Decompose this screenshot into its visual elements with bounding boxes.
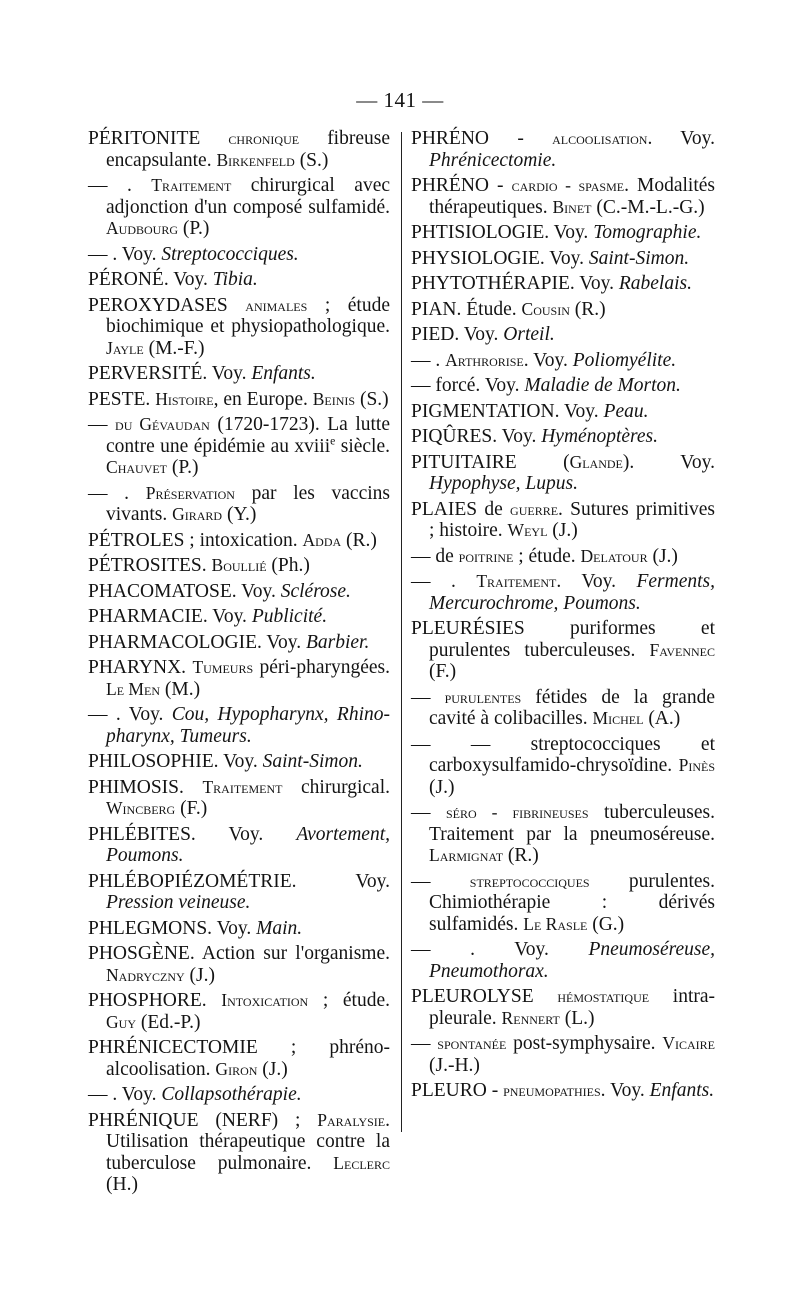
entry-segment: Paralysie [317, 1109, 386, 1130]
index-entry [88, 632, 390, 654]
entry-segment: PHRÉNICECTOMIE ; phréno-alcoolisation. [88, 1037, 390, 1080]
index-column-right [411, 128, 715, 1106]
index-entry [88, 269, 390, 291]
entry-segment: Girard [172, 504, 223, 524]
entry-segment: — . Voy. [411, 939, 589, 960]
entry-segment: . Voy. [523, 349, 573, 371]
entry-segment: intra-pleurale. [429, 986, 716, 1029]
index-entry [411, 1033, 715, 1076]
index-entry [411, 734, 715, 799]
index-entry [411, 299, 715, 321]
entry-segment: péri-pharyngées. [253, 657, 391, 678]
entry-segment: siècle. [335, 435, 390, 457]
index-entry [411, 499, 715, 542]
entry-segment: Préservation [145, 482, 235, 503]
entry-segment: (J.) [257, 1058, 288, 1080]
index-entry [411, 687, 715, 730]
entry-segment: Cou, Hypopharynx, Rhino-pharynx, Tumeurs. [106, 704, 390, 747]
entry-segment: PLEURÉSIES puriformes et purulentes tuberculeuses. [411, 618, 715, 661]
entry-segment: PHRÉNIQUE (NERF) ; [88, 1109, 318, 1131]
entry-segment: Binet [552, 196, 592, 217]
entry-segment: Favennec [649, 639, 715, 660]
entry-segment: Birkenfeld [216, 149, 295, 170]
index-entry [88, 777, 390, 820]
entry-segment: fétides de la grande cavité à colibacilles. [429, 686, 715, 729]
entry-segment: (M.-F.) [143, 337, 205, 359]
entry-segment: Poliomyélite. [572, 349, 677, 371]
entry-segment: (S.) [355, 388, 389, 410]
index-column-left [88, 128, 390, 1200]
entry-segment: tuberculeuses. Traitement par la pneumoséreuse. [429, 802, 715, 845]
entry-segment: (Y.) [222, 504, 257, 525]
entry-segment: (H.) [106, 1174, 138, 1195]
entry-segment: Pneumoséreuse, Pneumothorax. [429, 939, 715, 982]
entry-segment: Orteil. [503, 324, 555, 345]
index-entry [411, 986, 715, 1029]
index-entry [88, 244, 390, 266]
index-entry [88, 581, 390, 603]
entry-segment: Traitement [202, 776, 283, 797]
entry-segment: alcoolisation [552, 128, 648, 148]
entry-segment: Giron [215, 1058, 258, 1079]
entry-segment: fibreuse encapsulante. [106, 128, 390, 171]
entry-segment: PIED. Voy. [411, 324, 504, 345]
entry-segment: ; étude. [513, 545, 581, 567]
entry-segment: Hyménoptères. [541, 426, 658, 447]
index-entry [88, 389, 390, 411]
entry-segment: — . [411, 571, 477, 592]
entry-segment: Streptococciques. [161, 243, 299, 265]
entry-segment: cardio - spasme [511, 175, 625, 195]
entry-segment: (J.) [647, 545, 678, 567]
entry-segment: Larmignat [429, 845, 504, 865]
index-entry [411, 939, 715, 982]
entry-segment: Sclérose. [280, 580, 351, 602]
index-entry [88, 483, 390, 526]
entry-segment: spontanée [437, 1033, 507, 1053]
entry-segment: Ferments, Mercurochrome, Poumons. [429, 571, 716, 614]
entry-segment: (Ed.-P.) [136, 1011, 201, 1033]
entry-segment: pneumopathies [503, 1080, 601, 1100]
entry-segment: PIGMENTATION. Voy. [411, 400, 604, 422]
entry-segment: (J.) [429, 776, 455, 798]
entry-segment: PHIMOSIS. [88, 776, 203, 798]
entry-segment: Michel [592, 708, 644, 728]
entry-segment: Tumeurs [192, 657, 254, 677]
index-entry [411, 871, 715, 936]
entry-segment: PHLÉBOPIÉZOMÉTRIE. Voy. [88, 870, 390, 892]
index-entry [411, 426, 715, 448]
index-entry [411, 1080, 715, 1102]
entry-segment: Traitement [151, 175, 232, 195]
entry-segment: (1720-1723). La lutte contre une épidémie au xviii [106, 414, 390, 457]
entry-segment: hémostatique [557, 986, 650, 1006]
entry-segment: chronique [228, 128, 300, 148]
index-entry [88, 363, 390, 385]
entry-segment: post-symphysaire. [506, 1033, 663, 1054]
entry-segment: PHRÉNO - [411, 128, 553, 149]
entry-segment: Cousin [521, 298, 570, 319]
entry-segment: PITUITAIRE ( [411, 451, 570, 473]
entry-segment: (F.) [175, 798, 208, 819]
entry-segment: PHYTOTHÉRAPIE. Voy. [411, 273, 619, 294]
entry-segment: PIAN. Étude. [411, 298, 522, 320]
entry-segment: Rabelais. [618, 273, 692, 294]
entry-segment: streptococciques [469, 870, 590, 891]
index-entry [88, 751, 390, 773]
entry-segment: Arthrorise [445, 349, 524, 370]
entry-segment: Vicaire [662, 1033, 715, 1053]
entry-segment: Tibia. [212, 269, 258, 290]
entry-segment: — [88, 414, 116, 435]
index-entry [411, 546, 715, 568]
index-entry [88, 1037, 390, 1080]
entry-segment: animales [245, 294, 308, 315]
entry-segment: purulentes [444, 686, 522, 707]
entry-segment: Saint-Simon. [588, 247, 690, 269]
entry-segment: PÉTROSITES. [88, 555, 212, 576]
entry-segment: Adda [302, 529, 342, 550]
entry-segment: (M.) [160, 678, 201, 700]
entry-segment: Histoire [155, 388, 214, 409]
entry-segment: (R.) [341, 529, 377, 551]
entry-segment: Wincberg [106, 798, 176, 818]
entry-segment: PESTE. [88, 388, 156, 410]
entry-segment: Beinis [312, 388, 356, 409]
entry-segment: . Utilisation thérapeutique contre la tuberculose pulmonaire. [106, 1109, 390, 1174]
entry-segment: Enfants. [251, 363, 316, 384]
entry-segment: — . Voy. [88, 1084, 162, 1105]
entry-segment: PHLEGMONS. Voy. [88, 917, 257, 939]
entry-segment: Nadryczny [106, 964, 185, 985]
entry-segment: (S.) [294, 149, 329, 171]
entry-segment: PHILOSOPHIE. Voy. [88, 751, 263, 772]
entry-segment: Audbourg [106, 218, 178, 238]
entry-segment: (J.) [547, 520, 578, 541]
entry-segment: PHLÉBITES. Voy. [88, 823, 297, 845]
entry-segment: PLAIES de [411, 498, 511, 520]
entry-segment: (P.) [178, 218, 210, 239]
index-entry [411, 350, 715, 372]
entry-segment: — . [88, 175, 152, 196]
entry-segment: ; étude. [308, 990, 390, 1011]
entry-segment: . Voy. [600, 1080, 650, 1101]
entry-segment: ). Voy. [622, 451, 715, 473]
entry-segment: — [411, 802, 446, 823]
index-entry [411, 401, 715, 423]
entry-segment: PHARMACOLOGIE. Voy. [88, 631, 306, 653]
entry-segment: , en Europe. [213, 388, 313, 410]
entry-segment: Saint-Simon. [262, 751, 363, 772]
index-entry [88, 990, 390, 1033]
index-entry [88, 555, 390, 577]
entry-segment: PHRÉNO - [411, 175, 512, 196]
entry-segment: Tomographie. [593, 222, 702, 243]
entry-segment: ; étude biochimique et physiopathologique. [106, 294, 390, 337]
entry-segment: e [330, 434, 336, 447]
entry-segment: — [411, 686, 445, 708]
index-entry [88, 414, 390, 479]
index-entry [411, 273, 715, 295]
entry-segment: Peau. [603, 400, 649, 422]
page-number: — 141 — [356, 88, 444, 112]
entry-segment: purulentes. Chimiothérapie : dérivés sulfamidés. [429, 870, 716, 935]
entry-segment: — — streptococciques et carboxysulfamido-chrysoïdine. [411, 733, 715, 776]
entry-segment: Traitement [476, 571, 557, 591]
index-entry [411, 128, 715, 171]
entry-segment: Glande [569, 451, 623, 472]
entry-segment: (R.) [569, 298, 606, 320]
index-entry [411, 571, 715, 614]
entry-segment: Enfants. [649, 1080, 715, 1101]
entry-segment: (F.) [429, 661, 457, 682]
entry-segment: . Modalités thérapeutiques. [429, 175, 715, 218]
index-entry [88, 871, 390, 914]
entry-segment: PLEUROLYSE [411, 986, 558, 1007]
index-entry [411, 222, 715, 244]
entry-segment: Main. [256, 917, 303, 939]
entry-segment: Publicité. [251, 606, 328, 627]
entry-segment: Barbier. [305, 631, 370, 653]
index-entry [88, 943, 390, 986]
entry-segment: Hypophyse, Lupus. [429, 473, 578, 494]
entry-segment: Le Men [106, 678, 161, 699]
entry-segment: Chauvet [106, 457, 168, 477]
entry-segment: — [411, 1033, 438, 1054]
entry-segment: (P.) [167, 457, 199, 478]
entry-segment: chirurgical. [282, 776, 391, 798]
entry-segment: Collapsothérapie. [161, 1084, 302, 1105]
entry-segment: Maladie de Morton. [524, 375, 681, 396]
entry-segment: PHOSGÈNE. Action sur l'organisme. [88, 943, 390, 964]
entry-segment: Phrénicectomie. [429, 149, 557, 171]
index-entry [88, 530, 390, 552]
entry-segment: (G.) [587, 913, 625, 935]
entry-segment: (C.-M.-L.-G.) [591, 196, 705, 218]
entry-segment: . Sutures primitives ; histoire. [429, 498, 716, 541]
entry-segment: PERVERSITÉ. Voy. [88, 363, 252, 384]
entry-segment: chirurgical avec adjonction d'un composé sulfamidé. [106, 175, 390, 218]
index-entry [411, 175, 715, 218]
entry-segment: Pinès [678, 755, 715, 775]
entry-segment: (Ph.) [266, 555, 310, 576]
index-entry [88, 295, 390, 360]
index-entry [411, 375, 715, 397]
entry-segment: PÉRONÉ. Voy. [88, 269, 213, 290]
index-entry [411, 248, 715, 270]
entry-segment: Guy [106, 1011, 136, 1032]
index-entry [88, 606, 390, 628]
entry-segment: séro - fibrineuses [445, 802, 589, 822]
entry-segment: PÉTROLES ; intoxication. [88, 529, 303, 551]
entry-segment: PHYSIOLOGIE. Voy. [411, 247, 589, 269]
entry-segment: Weyl [507, 520, 548, 540]
entry-segment: (J.-H.) [429, 1054, 480, 1076]
entry-segment: PHTISIOLOGIE. Voy. [411, 222, 594, 243]
entry-segment: . Voy. [647, 128, 715, 149]
entry-segment: PHARMACIE. Voy. [88, 606, 252, 627]
entry-segment: — . Voy. [88, 704, 172, 725]
entry-segment: Le Rasle [523, 913, 588, 934]
index-entry [411, 324, 715, 346]
entry-segment: Avortement, Poumons. [106, 823, 390, 866]
entry-segment: par les vaccins vivants. [106, 482, 390, 525]
entry-segment: Pression veineuse. [106, 892, 251, 913]
entry-segment: Delatour [580, 545, 648, 566]
entry-segment: — . [411, 349, 446, 371]
entry-segment: poitrine [458, 545, 514, 566]
column-divider [401, 132, 402, 1132]
index-entry [88, 918, 390, 940]
entry-segment: — . [88, 482, 146, 504]
index-entry [88, 1084, 390, 1106]
index-entry [88, 175, 390, 240]
index-entry [411, 802, 715, 867]
entry-segment: PHACOMATOSE. Voy. [88, 580, 281, 602]
entry-segment: Boullié [211, 555, 267, 575]
entry-segment: — forcé. Voy. [411, 375, 525, 396]
entry-segment: — . Voy. [88, 243, 162, 265]
index-entry [88, 657, 390, 700]
entry-segment: — [411, 870, 470, 892]
entry-segment: Intoxication [221, 990, 309, 1010]
entry-segment: PHARYNX. [88, 657, 193, 678]
entry-segment: PÉRITONITE [88, 128, 229, 149]
entry-segment: — de [411, 545, 459, 567]
entry-segment: guerre [510, 498, 559, 519]
entry-segment: PIQÛRES. Voy. [411, 426, 542, 447]
entry-segment: (R.) [503, 845, 539, 866]
entry-segment: Leclerc [333, 1152, 390, 1173]
entry-segment: PLEURO - [411, 1080, 504, 1101]
entry-segment: PEROXYDASES [88, 294, 246, 316]
index-entry [88, 1110, 390, 1196]
index-entry [411, 618, 715, 683]
entry-segment: . Voy. [556, 571, 637, 592]
entry-segment: PHOSPHORE. [88, 990, 222, 1011]
entry-segment: (A.) [643, 708, 681, 729]
entry-segment: Rennert [501, 1007, 560, 1028]
entry-segment: (L.) [559, 1007, 595, 1029]
entry-segment: Jayle [106, 337, 144, 358]
entry-segment: du Gévaudan [115, 414, 210, 434]
index-entry [88, 704, 390, 747]
index-entry [88, 128, 390, 171]
index-entry [88, 824, 390, 867]
entry-segment: (J.) [184, 964, 215, 986]
index-entry [411, 452, 715, 495]
